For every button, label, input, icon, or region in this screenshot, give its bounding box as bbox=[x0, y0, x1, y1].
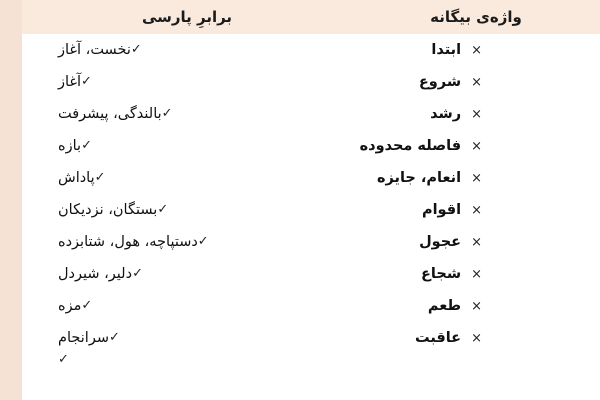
foreign-word-text: رشد bbox=[430, 106, 462, 122]
table-row bbox=[22, 290, 600, 322]
check-icon: ✓ bbox=[81, 297, 93, 313]
table-row bbox=[22, 130, 600, 162]
table-row bbox=[22, 162, 600, 194]
cross-icon: × bbox=[471, 330, 482, 346]
table-row bbox=[22, 194, 600, 226]
cell-foreign-word bbox=[352, 234, 600, 250]
check-icon: ✓ bbox=[81, 137, 92, 153]
foreign-word-text: انعام، جایزه bbox=[376, 170, 462, 186]
persian-equivalent-text: بالندگی، پیشرفت bbox=[58, 106, 162, 122]
persian-equivalent-text: بازه bbox=[58, 138, 82, 154]
table-body bbox=[22, 34, 600, 400]
column-header-persian-equivalent: برابرِ پارسی bbox=[141, 8, 233, 26]
foreign-word-text: شجاع bbox=[421, 266, 462, 282]
cell-foreign-word bbox=[352, 74, 600, 90]
table-header-strip bbox=[22, 0, 600, 34]
table-header-row bbox=[22, 0, 600, 34]
cross-icon: × bbox=[471, 138, 482, 154]
cell-foreign-word bbox=[352, 42, 600, 58]
cross-icon: × bbox=[471, 234, 482, 250]
column-header-foreign-word: واژه‌ی بیگانه bbox=[430, 8, 522, 26]
cell-persian-equivalent bbox=[22, 106, 352, 122]
cross-icon: × bbox=[471, 106, 482, 122]
persian-equivalent-text: بستگان، نزدیکان bbox=[58, 202, 158, 218]
cross-icon: × bbox=[471, 74, 482, 90]
cross-icon: × bbox=[471, 170, 482, 186]
cell-foreign-word bbox=[352, 330, 600, 346]
decorative-left-band bbox=[0, 0, 22, 400]
table-row bbox=[22, 98, 600, 130]
cell-persian-equivalent bbox=[22, 138, 352, 154]
cell-foreign-word bbox=[352, 266, 600, 282]
check-icon: ✓ bbox=[157, 201, 169, 217]
cell-persian-equivalent bbox=[22, 202, 352, 218]
cell-persian-equivalent bbox=[22, 330, 352, 346]
cell-foreign-word bbox=[352, 138, 600, 154]
persian-equivalent-text: مزه bbox=[58, 298, 82, 314]
persian-equivalent-text: پاداش bbox=[58, 170, 95, 186]
cell-persian-equivalent bbox=[22, 356, 352, 369]
cell-persian-equivalent bbox=[22, 74, 352, 90]
cross-icon: × bbox=[471, 42, 482, 58]
table-row bbox=[22, 322, 600, 354]
persian-equivalent-text: سرانجام bbox=[58, 330, 109, 346]
check-icon: ✓ bbox=[132, 265, 143, 281]
cell-foreign-word bbox=[352, 202, 600, 218]
persian-equivalent-text: آغاز bbox=[58, 74, 82, 90]
foreign-word-text: ابتدا bbox=[431, 42, 462, 58]
cell-persian-equivalent bbox=[22, 42, 352, 58]
cell-foreign-word bbox=[352, 106, 600, 122]
cross-icon: × bbox=[471, 266, 482, 282]
cross-icon: × bbox=[471, 202, 482, 218]
check-icon: ✓ bbox=[108, 329, 120, 345]
table-row bbox=[22, 258, 600, 290]
foreign-word-text: اقوام bbox=[421, 202, 462, 218]
cell-persian-equivalent bbox=[22, 234, 352, 250]
table-row bbox=[22, 66, 600, 98]
cell-foreign-word bbox=[352, 170, 600, 186]
persian-equivalent-text: دلیر، شیردل bbox=[58, 266, 133, 282]
check-icon: ✓ bbox=[81, 73, 92, 89]
check-icon: ✓ bbox=[197, 233, 209, 249]
table-row bbox=[22, 226, 600, 258]
check-icon: ✓ bbox=[94, 169, 106, 185]
table-row-partial bbox=[22, 354, 600, 370]
cell-persian-equivalent bbox=[22, 266, 352, 282]
persian-equivalent-text: نخست، آغاز bbox=[58, 42, 131, 58]
cell-persian-equivalent bbox=[22, 170, 352, 186]
cell-foreign-word bbox=[352, 298, 600, 314]
foreign-word-text: طعم bbox=[427, 298, 462, 314]
foreign-word-text: عجول bbox=[419, 234, 462, 250]
check-icon: ✓ bbox=[161, 105, 173, 121]
persian-equivalent-text: دستپاچه، هول، شتابزده bbox=[58, 234, 198, 250]
check-icon: ✓ bbox=[130, 41, 142, 57]
foreign-word-text: عاقبت bbox=[414, 330, 462, 346]
cross-icon: × bbox=[471, 298, 482, 314]
check-icon: ✓ bbox=[58, 354, 69, 367]
table-row bbox=[22, 34, 600, 66]
foreign-word-text: فاصله محدوده bbox=[359, 138, 462, 154]
foreign-word-text: شروع bbox=[418, 74, 462, 90]
cell-persian-equivalent bbox=[22, 298, 352, 314]
